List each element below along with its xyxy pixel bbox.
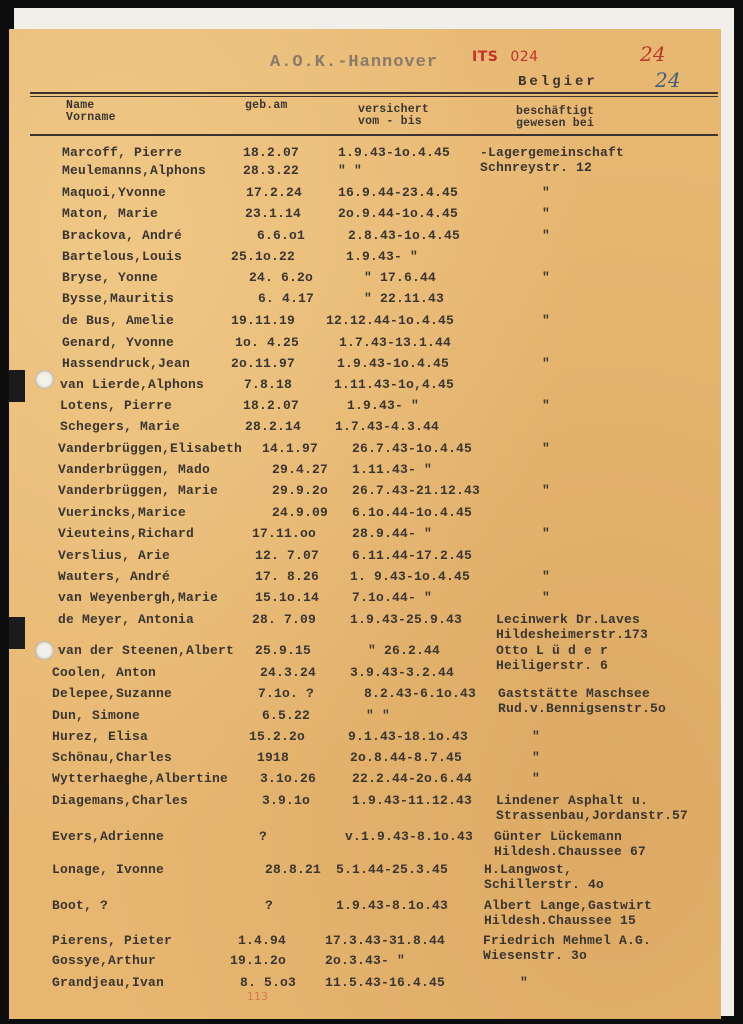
- record-insured-period: 6.11.44-17.2.45: [352, 548, 473, 563]
- record-employer: Günter Lückemann: [494, 829, 623, 844]
- record-birthdate: 25.1o.22: [231, 249, 296, 264]
- record-employer: ": [542, 483, 551, 498]
- record-name: Dun, Simone: [52, 708, 141, 723]
- record-insured-period: 2.8.43-1o.4.45: [348, 228, 461, 243]
- record-insured-period: 26.7.43-21.12.43: [352, 483, 481, 498]
- record-insured-period: 28.9.44- ": [352, 526, 433, 541]
- country-label: Belgier: [518, 74, 598, 90]
- record-employer-address: Rud.v.Bennigsenstr.5o: [498, 701, 667, 716]
- record-birthdate: 24.3.24: [260, 665, 317, 680]
- record-insured-period: 1.9.43- ": [347, 398, 420, 413]
- record-employer-address: Hildesh.Chaussee 67: [494, 844, 647, 859]
- record-insured-period: 11.5.43-16.4.45: [325, 975, 446, 990]
- col-header-period: [358, 104, 429, 128]
- punch-hole: [35, 641, 54, 660]
- record-insured-period: v.1.9.43-8.1o.43: [345, 829, 474, 844]
- page-number-blue: 24: [655, 68, 681, 92]
- record-employer-address: Hildesh.Chaussee 15: [484, 913, 637, 928]
- header-name: Name: [66, 99, 95, 112]
- record-birthdate: 28.2.14: [245, 419, 302, 434]
- record-name: Bryse, Yonne: [62, 270, 159, 285]
- record-employer: Otto L ü d e r: [496, 643, 609, 658]
- record-birthdate: 19.1.2o: [230, 953, 287, 968]
- record-insured-period: 8.2.43-6.1o.43: [364, 686, 477, 701]
- record-insured-period: 1. 9.43-1o.4.45: [350, 569, 471, 584]
- header-rule: [30, 134, 718, 136]
- record-name: Schegers, Marie: [60, 419, 181, 434]
- record-insured-period: 1.9.43- ": [346, 249, 419, 264]
- record-insured-period: 17.3.43-31.8.44: [325, 933, 446, 948]
- record-name: de Meyer, Antonia: [58, 612, 195, 627]
- record-employer: Lecinwerk Dr.Laves: [496, 612, 641, 627]
- record-employer: Lindener Asphalt u.: [496, 793, 649, 808]
- record-employer: ": [542, 590, 551, 605]
- record-name: Hassendruck,Jean: [62, 356, 191, 371]
- record-name: Gossye,Arthur: [52, 953, 157, 968]
- record-name: Coolen, Anton: [52, 665, 157, 680]
- record-birthdate: 1o. 4.25: [235, 335, 300, 350]
- record-insured-period: " 22.11.43: [364, 291, 445, 306]
- record-insured-period: 9.1.43-18.1o.43: [348, 729, 469, 744]
- record-birthdate: ?: [259, 829, 268, 844]
- stamp-number: 024: [510, 49, 539, 65]
- record-birthdate: 7.8.18: [244, 377, 293, 392]
- header-rule: [30, 96, 718, 97]
- record-birthdate: 17.2.24: [246, 185, 303, 200]
- record-insured-period: 3.9.43-3.2.44: [350, 665, 455, 680]
- record-insured-period: 1.9.43-1o.4.45: [337, 356, 450, 371]
- record-birthdate: 1918: [257, 750, 290, 765]
- record-birthdate: 8. 5.o3: [240, 975, 297, 990]
- record-name: Maton, Marie: [62, 206, 159, 221]
- record-name: Boot, ?: [52, 898, 109, 913]
- record-birthdate: 3.9.1o: [262, 793, 311, 808]
- record-insured-period: " ": [338, 163, 363, 178]
- record-insured-period: 2o.3.43- ": [325, 953, 406, 968]
- record-employer: ": [532, 771, 541, 786]
- punch-hole: [35, 370, 54, 389]
- record-birthdate: 17.11.oo: [252, 526, 317, 541]
- header-besch1: beschäftigt: [516, 105, 595, 118]
- record-employer: ": [542, 206, 551, 221]
- faint-red-mark: 113: [247, 990, 268, 1003]
- record-name: Vanderbrüggen,Elisabeth: [58, 441, 243, 456]
- record-employer: ": [542, 313, 551, 328]
- record-birthdate: 12. 7.07: [255, 548, 320, 563]
- record-birthdate: 25.9.15: [255, 643, 312, 658]
- record-insured-period: " ": [366, 708, 391, 723]
- record-employer: ": [542, 228, 551, 243]
- record-name: Lotens, Pierre: [60, 398, 173, 413]
- record-employer: ": [542, 441, 551, 456]
- record-name: Verslius, Arie: [58, 548, 171, 563]
- record-insured-period: 26.7.43-1o.4.45: [352, 441, 473, 456]
- record-birthdate: 29.4.27: [272, 462, 329, 477]
- record-birthdate: 1.4.94: [238, 933, 287, 948]
- record-employer: -Lagergemeinschaft: [480, 145, 625, 160]
- record-insured-period: 1.9.43-8.1o.43: [336, 898, 449, 913]
- record-birthdate: 28. 7.09: [252, 612, 317, 627]
- binder-clip: [9, 617, 25, 649]
- document-title: A.O.K.-Hannover: [270, 53, 439, 72]
- record-employer: ": [542, 185, 551, 200]
- record-name: van Lierde,Alphons: [60, 377, 205, 392]
- record-employer: ": [542, 398, 551, 413]
- record-birthdate: 15.2.2o: [249, 729, 306, 744]
- record-employer: H.Langwost,: [484, 862, 573, 877]
- header-vorname: Vorname: [66, 111, 116, 124]
- record-employer-address: Strassenbau,Jordanstr.57: [496, 808, 689, 823]
- page-number-red: 24: [640, 42, 666, 66]
- record-insured-period: 1.7.43-13.1.44: [339, 335, 452, 350]
- record-birthdate: 6. 4.17: [258, 291, 315, 306]
- record-birthdate: 24. 6.2o: [249, 270, 314, 285]
- record-employer: Gaststätte Maschsee: [498, 686, 651, 701]
- record-employer: ": [542, 356, 551, 371]
- record-name: de Bus, Amelie: [62, 313, 175, 328]
- record-insured-period: 6.1o.44-1o.4.45: [352, 505, 473, 520]
- record-employer: ": [542, 569, 551, 584]
- record-name: Wytterhaeghe,Albertine: [52, 771, 229, 786]
- record-birthdate: 29.9.2o: [272, 483, 329, 498]
- record-birthdate: 6.5.22: [262, 708, 311, 723]
- record-employer-address: Schnreystr. 12: [480, 160, 593, 175]
- record-insured-period: " 17.6.44: [364, 270, 437, 285]
- record-insured-period: 5.1.44-25.3.45: [336, 862, 449, 877]
- record-name: Pierens, Pieter: [52, 933, 173, 948]
- record-name: Lonage, Ivonne: [52, 862, 165, 877]
- record-name: Diagemans,Charles: [52, 793, 189, 808]
- record-name: Delepee,Suzanne: [52, 686, 173, 701]
- record-birthdate: 18.2.07: [243, 398, 300, 413]
- binder-clip: [9, 370, 25, 402]
- stamp-label: ITS: [472, 49, 499, 65]
- record-birthdate: 17. 8.26: [255, 569, 320, 584]
- record-insured-period: 1.9.43-11.12.43: [352, 793, 473, 808]
- record-birthdate: 28.3.22: [243, 163, 300, 178]
- col-header-name: [66, 100, 116, 124]
- record-birthdate: 2o.11.97: [231, 356, 296, 371]
- record-name: Bartelous,Louis: [62, 249, 183, 264]
- record-birthdate: 6.6.o1: [257, 228, 306, 243]
- record-name: van Weyenbergh,Marie: [58, 590, 219, 605]
- record-employer: ": [520, 975, 529, 990]
- record-employer: ": [532, 750, 541, 765]
- record-birthdate: 28.8.21: [265, 862, 322, 877]
- record-insured-period: 12.12.44-1o.4.45: [326, 313, 455, 328]
- record-name: Vuerincks,Marice: [58, 505, 187, 520]
- record-birthdate: 19.11.19: [231, 313, 296, 328]
- record-employer-address: Schillerstr. 4o: [484, 877, 605, 892]
- record-insured-period: 1.11.43- ": [352, 462, 433, 477]
- record-name: Maquoi,Yvonne: [62, 185, 167, 200]
- record-insured-period: " 26.2.44: [368, 643, 441, 658]
- record-employer: ": [542, 526, 551, 541]
- record-birthdate: 3.1o.26: [260, 771, 317, 786]
- record-insured-period: 1.7.43-4.3.44: [335, 419, 440, 434]
- record-insured-period: 1.9.43-25.9.43: [350, 612, 463, 627]
- record-insured-period: 1.11.43-1o,4.45: [334, 377, 455, 392]
- record-name: Vieuteins,Richard: [58, 526, 195, 541]
- record-insured-period: 2o.9.44-1o.4.45: [338, 206, 459, 221]
- col-header-employer: [516, 106, 594, 130]
- record-name: Grandjeau,Ivan: [52, 975, 165, 990]
- record-employer: ": [532, 729, 541, 744]
- record-employer-address: Hildesheimerstr.173: [496, 627, 649, 642]
- record-birthdate: 18.2.07: [243, 145, 300, 160]
- header-vers2: vom - bis: [358, 115, 422, 128]
- its-stamp: [472, 49, 539, 65]
- record-birthdate: 7.1o. ?: [258, 686, 315, 701]
- record-name: Bysse,Mauritis: [62, 291, 175, 306]
- record-birthdate: 15.1o.14: [255, 590, 320, 605]
- record-name: Marcoff, Pierre: [62, 145, 183, 160]
- col-header-born: geb.am: [245, 99, 288, 112]
- record-insured-period: 22.2.44-2o.6.44: [352, 771, 473, 786]
- record-name: Hurez, Elisa: [52, 729, 149, 744]
- record-birthdate: 24.9.09: [272, 505, 329, 520]
- record-insured-period: 16.9.44-23.4.45: [338, 185, 459, 200]
- record-name: Genard, Yvonne: [62, 335, 175, 350]
- record-employer: ": [542, 270, 551, 285]
- header-besch2: gewesen bei: [516, 117, 595, 130]
- record-name: Evers,Adrienne: [52, 829, 165, 844]
- record-employer: Friedrich Mehmel A.G.: [483, 933, 652, 948]
- record-employer-address: Wiesenstr. 3o: [483, 948, 588, 963]
- record-name: Schönau,Charles: [52, 750, 173, 765]
- header-vers1: versichert: [358, 103, 430, 116]
- record-name: Meulemanns,Alphons: [62, 163, 207, 178]
- record-insured-period: 1.9.43-1o.4.45: [338, 145, 451, 160]
- record-birthdate: 23.1.14: [245, 206, 302, 221]
- record-insured-period: 7.1o.44- ": [352, 590, 433, 605]
- record-employer-address: Heiligerstr. 6: [496, 658, 609, 673]
- record-employer: Albert Lange,Gastwirt: [484, 898, 653, 913]
- record-name: Vanderbrüggen, Mado: [58, 462, 211, 477]
- record-name: Brackova, André: [62, 228, 183, 243]
- record-birthdate: ?: [265, 898, 274, 913]
- record-name: van der Steenen,Albert: [58, 643, 235, 658]
- record-birthdate: 14.1.97: [262, 441, 319, 456]
- record-insured-period: 2o.8.44-8.7.45: [350, 750, 463, 765]
- record-name: Vanderbrüggen, Marie: [58, 483, 219, 498]
- header-rule: [30, 92, 718, 94]
- record-name: Wauters, André: [58, 569, 171, 584]
